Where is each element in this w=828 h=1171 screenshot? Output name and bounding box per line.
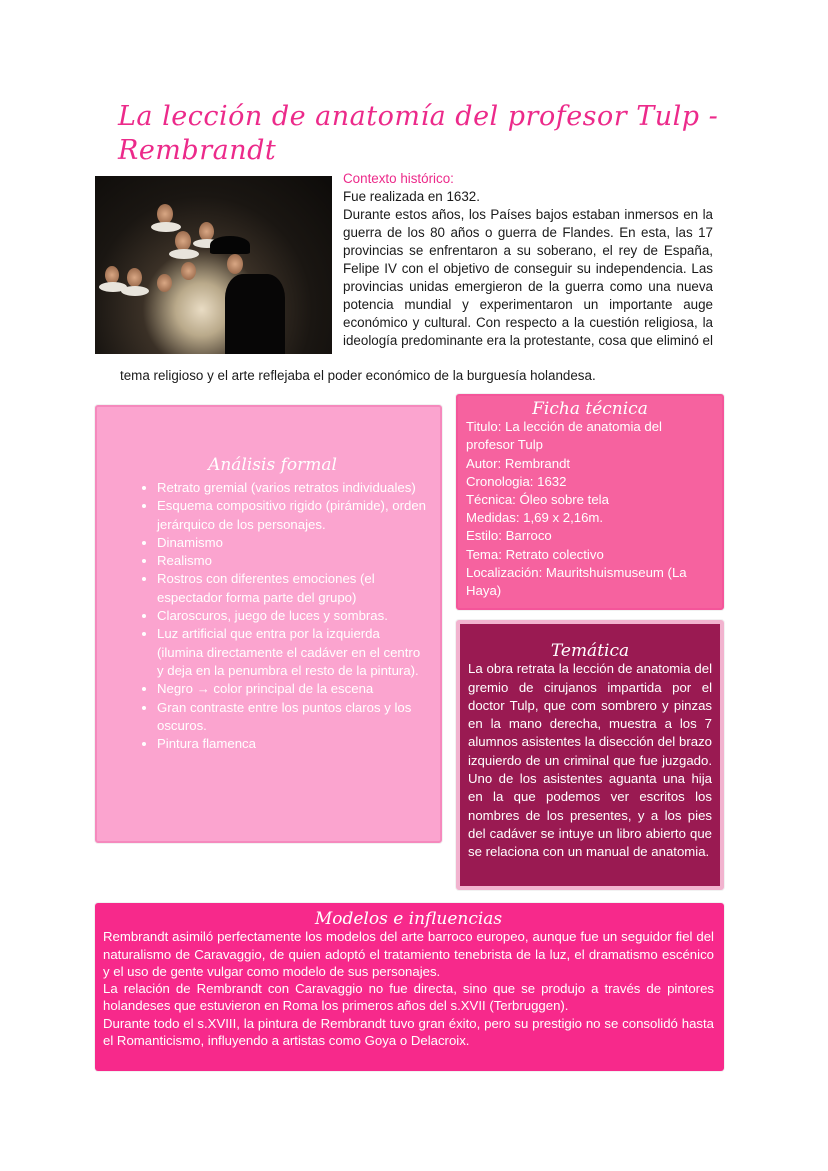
list-item: • Gran contraste entre los puntos claros y los oscuros. [157,699,426,736]
technical-sheet-heading: Ficha técnica [532,399,648,419]
sheet-line: Estilo: Barroco [466,528,552,544]
painting-image [95,176,332,354]
theme-heading: Temática [550,641,630,661]
sheet-line: Medidas: 1,69 x 2,16m. [466,510,604,526]
context-heading: Contexto histórico: [343,171,454,186]
list-item: • Retrato gremial (varios retratos individuales) [157,479,426,497]
list-item: • Rostros con diferentes emociones (el espectador forma parte del grupo) [157,570,426,607]
list-item: • Realismo [157,552,426,570]
sheet-line: Técnica: Óleo sobre tela [466,492,609,508]
list-item: • Pintura flamenca [157,735,426,753]
list-item: • Dinamismo [157,534,426,552]
models-paragraph: La relación de Rembrandt con Caravaggio no fue directa, sino que se produjo a través de pintores holandeses que estuvieron en Roma los primeros años del s.XVII (Terbruggen). [103,981,714,1014]
historical-context [343,170,713,350]
models-paragraph: Rembrandt asimiló perfectamente los modelos del arte barroco europeo, aunque fue un seguidor fiel del naturalismo de Caravaggio, de quien adoptó el tratamiento tenebrista de la luz, el dramatismo escénico y el uso de gente vulgar como modelo de sus personajes. [103,929,714,979]
theme-box [456,620,724,890]
models-heading: Modelos e influencias [314,909,503,929]
formal-analysis-list [119,479,426,753]
list-item: • Negro → color principal de la escena [157,680,426,698]
sheet-line: Cronologia: 1632 [466,473,567,489]
list-item: • Luz artificial que entra por la izquierda (ilumina directamente el cadáver en el centro y deja en la penumbra el resto de la pintura). [157,625,426,680]
sheet-line: Autor: Rembrandt [466,455,571,471]
page-title: La lección de anatomía del profesor Tulp - Rembrandt [118,101,719,166]
context-date: Fue realizada en 1632. [343,189,480,204]
sheet-line: Localización: Mauritshuismuseum (La Haya) [466,564,687,599]
models-influences-box [95,903,724,1071]
sheet-line: Titulo: La lección de anatomia del profesor Tulp [466,419,662,453]
context-body: Durante estos años, los Países bajos estaban inmersos en la guerra de los 80 años o guerra de Flandes. En esta, las 17 provincias se enfrentaron a su soberano, el rey de España, Felipe IV con el objetivo de conseguir su independencia. Las provincias unidas emergieron de la guerra como una nueva potencia mundial y experimentaron un importante auge económico y cultural. Con respecto a la cuestión religiosa, la ideología predominante era la protestante, cosa que eliminó el [343,207,713,348]
list-item: • Claroscuros, juego de luces y sombras. [157,607,426,625]
models-paragraph: Durante todo el s.XVIII, la pintura de Rembrandt tuvo gran éxito, pero su prestigio no se consolidó hasta el Romanticismo, influyendo a artistas como Goya o Delacroix. [103,1015,714,1049]
list-item: • Esquema compositivo rigido (pirámide), orden jerárquico de los personajes. [157,497,426,534]
formal-analysis-box [95,405,442,843]
technical-sheet-box [456,394,724,610]
theme-body: La obra retrata la lección de anatomia del gremio de cirujanos impartida por el doctor Tulp, que com sombrero y pinzas en la mano derecha, muestra a los 7 alumnos asistentes la disección del brazo izquierdo de un criminal que fue juzgado. Uno de los asistentes aguanta una hija en la que podemos ver escritos los nombres de los presentes, y a los pies del cadáver se intuye un libro abierto que se relaciona con un manual de anatomia. [468,661,712,860]
formal-analysis-heading: Análisis formal [208,455,337,475]
context-last-line: tema religioso y el arte reflejaba el poder económico de la burguesía holandesa. [120,368,596,383]
sheet-line: Tema: Retrato colectivo [466,546,604,562]
